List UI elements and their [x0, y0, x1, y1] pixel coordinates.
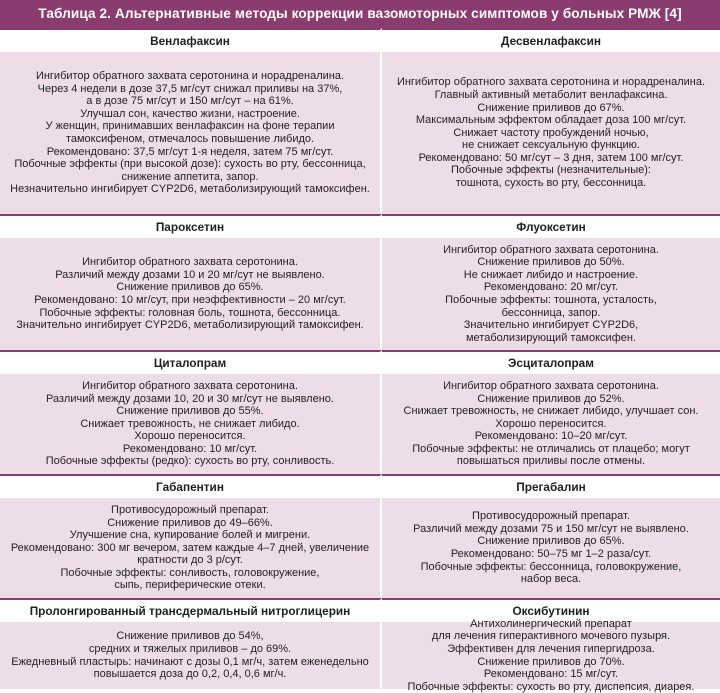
- text-line: Рекомендовано: 15 мг/сут.: [483, 668, 619, 681]
- text-line: Ингибитор обратного захвата серотонина.: [443, 243, 659, 256]
- text-line: Хорошо переносится.: [495, 417, 607, 430]
- drug-header-oxybutynin: Оксибутинин: [382, 598, 720, 622]
- text-line: для лечения гиперактивного мочевого пузыря.: [431, 630, 671, 643]
- text-line: Рекомендовано: 10 мг/сут, при неэффективности – 20 мг/сут.: [34, 294, 346, 306]
- text-line: Различий между дозами 10 и 20 мг/сут не выявлено.: [55, 268, 325, 281]
- text-line: Антихолинергический препарат: [470, 617, 632, 630]
- text-line: бессонница, запор.: [501, 306, 601, 319]
- drug-cell-venlafaxine: [0, 52, 382, 214]
- table-title: Таблица 2. Альтернативные методы коррекции вазомоторных симптомов у больных РМЖ [4]: [0, 0, 720, 28]
- text-line: Рекомендовано: 10–20 мг/сут.: [474, 430, 628, 443]
- text-line: Ингибитор обратного захвата серотонина и норадреналина.: [396, 76, 706, 89]
- text-line: Незначительно ингибирует CYP2D6, метаболизирующий тамоксифен.: [10, 183, 370, 196]
- drug-header-pregabalin: Прегабалин: [382, 474, 720, 498]
- text-line: Снижение приливов до 49–66%.: [107, 516, 273, 529]
- text-line: Побочные эффекты (редко): сухость во рту, сонливость.: [45, 455, 335, 468]
- text-line: кратности до 3 р/сут.: [137, 554, 243, 567]
- text-line: Побочные эффекты (незначительные):: [451, 164, 651, 177]
- text-line: Рекомендовано: 50–75 мг 1–2 раза/сут.: [450, 548, 652, 560]
- text-line: Главный активный метаболит венлафаксина.: [434, 88, 668, 101]
- text-line: сыпь, периферические отеки.: [114, 579, 266, 592]
- text-line: Хорошо переносится.: [134, 430, 246, 443]
- text-line: Различий между дозами 75 и 150 мг/сут не выявлено.: [413, 522, 689, 535]
- comparison-table: [0, 28, 720, 693]
- text-line: Максимальным эффектом обладает доза 100 мг/сут.: [415, 114, 687, 127]
- text-line: Побочные эффекты (при высокой дозе): сухость во рту, бессонница,: [14, 158, 366, 171]
- text-line: Снижение приливов до 52%.: [477, 392, 625, 405]
- text-line: метаболизирующий тамоксифен.: [465, 331, 636, 344]
- drug-cell-gabapentin: [0, 498, 382, 598]
- text-line: Снижение приливов до 54%,: [116, 630, 264, 643]
- drug-cell-escitalopram: [382, 374, 720, 474]
- text-line: тамоксифеном, отмечалось повышение либидо.: [65, 133, 315, 145]
- text-line: средних и тяжелых приливов – до 69%.: [88, 642, 292, 655]
- text-line: Через 4 недели в дозе 37,5 мг/сут снижал приливы на 37%,: [37, 82, 343, 95]
- text-line: Снижает тревожность, не снижает либидо.: [80, 417, 300, 430]
- text-line: набор веса.: [520, 573, 582, 586]
- text-line: Улучшение сна, купирование болей и мигрени.: [69, 529, 311, 542]
- text-line: тошнота, сухость во рту, бессонница.: [455, 177, 647, 190]
- text-line: Снижает частоту пробуждений ночью,: [453, 126, 649, 139]
- text-line: а в дозе 75 мг/сут и 150 мг/сут – на 61%.: [86, 95, 294, 108]
- text-line: Рекомендовано: 10 мг/сут.: [122, 442, 258, 455]
- drug-header-fluoxetine: Флуоксетин: [382, 214, 720, 238]
- text-line: Побочные эффекты: сонливость, головокружение,: [60, 566, 320, 579]
- text-line: Снижение приливов до 67%.: [477, 101, 625, 114]
- text-line: У женщин, принимавших венлафаксин на фоне терапии: [45, 120, 335, 133]
- drug-header-desvenlafaxine: Десвенлафаксин: [382, 28, 720, 52]
- drug-cell-pregabalin: [382, 498, 720, 598]
- text-line: повышаться приливы после отмены.: [456, 455, 646, 468]
- text-line: Ингибитор обратного захвата серотонина.: [443, 379, 659, 392]
- text-line: Значительно ингибирует CYP2D6,: [463, 319, 639, 332]
- drug-header-venlafaxine: Венлафаксин: [0, 28, 382, 52]
- drug-cell-oxybutynin: [382, 617, 720, 693]
- text-line: Улучшал сон, качество жизни, настроение.: [80, 107, 300, 120]
- text-line: Снижение приливов до 55%.: [116, 405, 264, 418]
- text-line: Противосудорожный препарат.: [111, 503, 269, 516]
- text-line: Различий между дозами 10, 20 и 30 мг/сут не выявлено.: [46, 392, 334, 405]
- drug-cell-paroxetine: [0, 238, 382, 350]
- text-line: Побочные эффекты: не отличались от плацебо; могут: [412, 442, 690, 455]
- text-line: Снижение приливов до 65%.: [477, 535, 625, 548]
- drug-cell-nitroglycerin: [0, 622, 382, 689]
- text-line: не снижает сексуальную функцию.: [462, 139, 640, 152]
- text-line: Снижение приливов до 70%.: [477, 655, 625, 668]
- drug-header-gabapentin: Габапентин: [0, 474, 382, 498]
- text-line: Рекомендовано: 300 мг вечером, затем каждые 4–7 дней, увеличение: [10, 541, 370, 554]
- drug-header-citalopram: Циталопрам: [0, 350, 382, 374]
- text-line: Рекомендовано: 50 мг/сут – 3 дня, затем 100 мг/сут.: [418, 151, 684, 164]
- text-line: Ингибитор обратного захвата серотонина.: [82, 256, 298, 269]
- text-line: Снижает тревожность, не снижает либидо, улучшает сон.: [403, 405, 699, 418]
- text-line: повышается доза до 0,2, 0,4, 0,6 мг/ч.: [93, 668, 287, 681]
- text-line: Ежедневный пластырь: начинают с дозы 0,1 мг/ч, затем еженедельно: [11, 655, 369, 668]
- drug-cell-desvenlafaxine: [382, 52, 720, 214]
- text-line: снижение аппетита, запор.: [121, 170, 259, 183]
- text-line: Побочные эффекты: головная боль, тошнота, бессонница.: [39, 306, 341, 319]
- text-line: Ингибитор обратного захвата серотонина.: [82, 379, 298, 392]
- drug-header-paroxetine: Пароксетин: [0, 214, 382, 238]
- text-line: Снижение приливов до 65%.: [116, 281, 264, 294]
- text-line: Рекомендовано: 20 мг/сут.: [483, 281, 619, 294]
- drug-header-escitalopram: Эсциталопрам: [382, 350, 720, 374]
- text-line: Снижение приливов до 50%.: [477, 256, 625, 269]
- text-line: Побочные эффекты: тошнота, усталость,: [445, 294, 657, 306]
- text-line: Рекомендовано: 37,5 мг/сут 1-я неделя, затем 75 мг/сут.: [46, 145, 334, 158]
- drug-cell-fluoxetine: [382, 238, 720, 350]
- text-line: Значительно ингибирует CYP2D6, метаболизирующий тамоксифен.: [16, 319, 364, 332]
- drug-cell-citalopram: [0, 374, 382, 474]
- text-line: Противосудорожный препарат.: [472, 510, 630, 523]
- text-line: Ингибитор обратного захвата серотонина и норадреналина.: [35, 70, 345, 83]
- text-line: Побочные эффекты: бессонница, головокружение,: [420, 560, 682, 573]
- drug-header-nitroglycerin: Пролонгированный трансдермальный нитроглицерин: [0, 598, 382, 622]
- text-line: Эффективен для лечения гипергидроза.: [447, 642, 655, 655]
- text-line: Побочные эффекты: сухость во рту, диспепсия, диарея.: [407, 680, 695, 693]
- text-line: Не снижает либидо и настроение.: [463, 268, 639, 281]
